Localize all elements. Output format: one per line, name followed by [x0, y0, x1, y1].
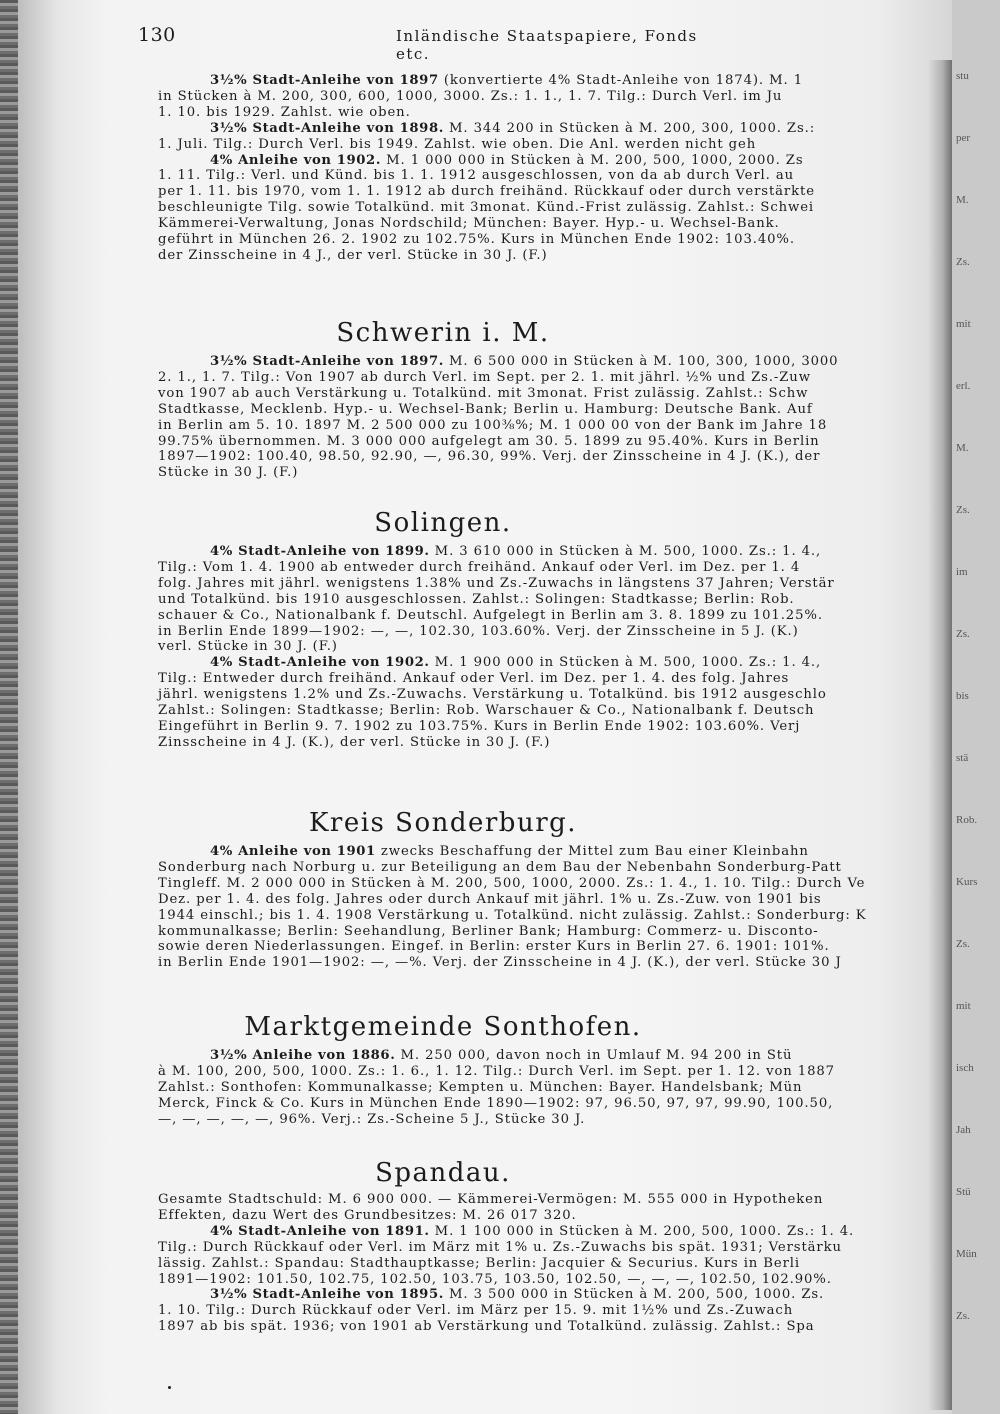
text-line: [158, 402, 813, 418]
text-line: [210, 121, 815, 137]
text-line: [210, 354, 838, 370]
line-text: à M. 100, 200, 500, 1000. Zs.: 1. 6., 1. 12. Tilg.: Durch Verl. im Sept. per 1. 12. von 1887: [158, 1063, 835, 1079]
line-text: 1. 10. Tilg.: Durch Rückkauf oder Verl. im März per 15. 9. mit 1½% und Zs.-Zuwach: [158, 1303, 794, 1319]
text-line: [158, 105, 411, 121]
line-text: M. 1 900 000 in Stücken à M. 500, 1000. Zs.: 1. 4.,: [429, 655, 822, 671]
adjacent-page-fragment: per: [956, 132, 971, 144]
bond-title: 4% Anleihe von 1902.: [210, 152, 382, 168]
line-text: (konvertierte 4% Stadt-Anleihe von 1874). M. 1: [438, 73, 803, 88]
bond-title: 3½% Anleihe von 1886.: [210, 1048, 396, 1063]
text-line: [158, 735, 550, 751]
text-line: [158, 592, 795, 608]
line-text: kommunalkasse; Berlin: Seehandlung, Berliner Bank; Hamburg: Commerz- u. Disconto-: [158, 923, 819, 939]
adjacent-page-fragment: Zs.: [956, 504, 970, 516]
text-line: [158, 216, 780, 232]
text-line: [158, 89, 782, 105]
text-line: [158, 671, 789, 687]
adjacent-page-fragment: M.: [956, 442, 969, 454]
section-heading-solingen: Solingen.: [374, 508, 512, 538]
adjacent-page-fragment: stu: [956, 70, 969, 82]
text-line: [158, 624, 799, 640]
running-title: Inländische Staatspapiere, Fonds etc.: [396, 27, 698, 63]
line-text: Eingeführt in Berlin 9. 7. 1902 zu 103.75%. Kurs in Berlin Ende 1902: 103.60%. Verj: [158, 718, 801, 734]
text-line: [158, 1272, 832, 1288]
adjacent-page-fragment: bis: [956, 690, 969, 702]
bond-title: 4% Stadt-Anleihe von 1899.: [210, 544, 430, 559]
text-line: [158, 939, 830, 955]
text-line: [158, 1240, 842, 1256]
adjacent-page-fragment: Kurs: [956, 876, 978, 888]
section-heading-sonderburg: Kreis Sonderburg.: [308, 808, 578, 838]
line-text: Dez. per 1. 4. des folg. Jahres oder durch Ankauf mit jährl. 1% u. Zs.-Zuw. von 1901 bis: [158, 891, 822, 907]
adjacent-page-fragment: stä: [956, 752, 969, 764]
line-text: M. 344 200 in Stücken à M. 200, 300, 1000. Zs.:: [443, 120, 816, 136]
line-text: 1897—1902: 100.40, 98.50, 92.90, —, 96.30, 99%. Verj. der Zinsscheine in 4 J. (K.), der: [158, 449, 821, 465]
section-heading-sonthofen: Marktgemeinde Sonthofen.: [244, 1012, 642, 1042]
text-line: [158, 386, 808, 402]
line-text: 99.75% übernommen. M. 3 000 000 aufgelegt am 30. 5. 1899 zu 95.40%. Kurs in Berlin: [158, 433, 820, 449]
bond-title: 4% Stadt-Anleihe von 1902.: [210, 655, 430, 671]
line-text: in Berlin am 5. 10. 1897 M. 2 500 000 zu 100⅜%; M. 1 000 00 von der Bank im Jahre 18: [158, 417, 828, 433]
line-text: Sonderburg nach Norburg u. zur Beteiligung an dem Bau der Nebenbahn Sonderburg-Patt: [158, 859, 842, 875]
adjacent-page-fragment: erl.: [956, 380, 971, 392]
bond-title: 3½% Stadt-Anleihe von 1898.: [210, 120, 444, 136]
adjacent-page-fragment: mit: [956, 318, 971, 330]
line-text: schauer & Co., Nationalbank f. Deutschl. Aufgelegt in Berlin am 3. 8. 1899 zu 101.25%.: [158, 607, 823, 623]
line-text: 1897 ab bis spät. 1936; von 1901 ab Verstärkung und Totalkünd. zulässig. Zahlst.: Spa: [158, 1319, 815, 1335]
line-text: Stücke in 30 J. (F.): [158, 465, 299, 481]
text-line: [158, 434, 820, 450]
line-text: jährl. wenigstens 1.2% und Zs.-Zuwachs. Verstärkung u. Totalkünd. bis 1912 ausgeschlo: [158, 687, 827, 703]
text-line: [158, 1064, 835, 1080]
line-text: in Berlin Ende 1899—1902: —, —, 102.30, 103.60%. Verj. der Zinsscheine in 5 J. (K.): [158, 623, 799, 639]
line-text: Gesamte Stadtschuld: M. 6 900 000. — Kämmerei-Vermögen: M. 555 000 in Hypotheken: [158, 1192, 824, 1207]
text-line: [158, 1208, 577, 1224]
line-text: Tingleff. M. 2 000 000 in Stücken à M. 200, 500, 1000, 2000. Zs.: 1. 4., 1. 10. Tilg.: Durch Ve: [158, 875, 866, 891]
text-line: [210, 844, 809, 860]
line-text: —, —, —, —, —, 96%. Verj.: Zs.-Scheine 5 J., Stücke 30 J.: [158, 1111, 586, 1127]
text-line: [210, 153, 804, 169]
bond-title: 3½% Stadt-Anleihe von 1897: [210, 73, 439, 88]
text-line: [158, 1319, 815, 1335]
adjacent-page-fragment: Rob.: [956, 814, 978, 826]
text-line: [158, 608, 823, 624]
line-text: M. 3 610 000 in Stücken à M. 500, 1000. Zs.: 1. 4.,: [429, 544, 822, 559]
text-line: [158, 418, 827, 434]
text-line: [158, 1256, 800, 1272]
text-line: [158, 370, 811, 386]
adjacent-page-fragment: Zs.: [956, 628, 970, 640]
line-text: in Berlin Ende 1901—1902: —, —%. Verj. der Zinsscheine in 4 J. (K.), der verl. Stücke 30 J: [158, 955, 842, 971]
adjacent-page-fragment: Zs.: [956, 256, 970, 268]
line-text: zwecks Beschaffung der Mittel zum Bau einer Kleinbahn: [375, 844, 809, 859]
line-text: folg. Jahres mit jährl. wenigstens 1.38% und Zs.-Zuwachs in längstens 37 Jahren; Verstär: [158, 575, 835, 591]
line-text: 2. 1., 1. 7. Tilg.: Von 1907 ab durch Verl. im Sept. per 2. 1. mit jährl. ½% und Zs.-Zuw: [158, 369, 811, 385]
text-line: [158, 1192, 823, 1208]
text-line: [158, 687, 827, 703]
line-text: Tilg.: Vom 1. 4. 1900 ab entweder durch freihänd. Ankauf oder Verl. im Dez. per 1. 4: [158, 559, 801, 575]
text-line: [210, 1048, 792, 1064]
text-line: [158, 232, 795, 248]
line-text: Tilg.: Durch Rückkauf oder Verl. im März mit 1% u. Zs.-Zuwachs bis spät. 1931; Verstärku: [158, 1239, 842, 1255]
text-line: [210, 73, 803, 89]
line-text: M. 6 500 000 in Stücken à M. 100, 300, 1000, 3000: [443, 354, 839, 369]
text-line: [210, 1224, 854, 1240]
line-text: in Stücken à M. 200, 300, 600, 1000, 3000. Zs.: 1. 1., 1. 7. Tilg.: Durch Verl. im Ju: [158, 88, 783, 104]
text-line: [158, 1096, 833, 1112]
adjacent-page-fragment: Zs.: [956, 938, 970, 950]
page-content: [138, 0, 938, 1414]
line-text: beschleunigte Tilg. sowie Totalkünd. mit 3monat. Künd.-Frist zulässig. Zahlst.: Schwei: [158, 200, 815, 216]
line-text: M. 1 100 000 in Stücken à M. 200, 500, 1000. Zs.: 1. 4.: [429, 1223, 855, 1239]
bond-title: 4% Anleihe von 1901: [210, 844, 376, 859]
text-line: [158, 1303, 793, 1319]
text-line: [158, 639, 338, 655]
adjacent-page-fragment: M.: [956, 194, 969, 206]
text-line: [158, 248, 548, 264]
adjacent-page-fragment: Zs.: [956, 1310, 970, 1322]
text-line: [158, 449, 820, 465]
adjacent-page-fragment: mit: [956, 1000, 971, 1012]
text-line: [158, 876, 865, 892]
text-line: [158, 860, 842, 876]
text-line: [210, 544, 821, 560]
line-text: Tilg.: Entweder durch freihänd. Ankauf oder Verl. im Dez. per 1. 4. des folg. Jahres: [158, 671, 790, 687]
line-text: Kämmerei-Verwaltung, Jonas Nordschild; München: Bayer. Hyp.- u. Wechsel-Bank.: [158, 216, 780, 232]
text-line: [158, 955, 842, 971]
text-line: [158, 184, 815, 200]
text-line: [210, 655, 821, 671]
line-text: 1. Juli. Tilg.: Durch Verl. bis 1949. Zahlst. wie oben. Die Anl. werden nicht geh: [158, 136, 757, 152]
line-text: 1891—1902: 101.50, 102.75, 102.50, 103.75, 103.50, 102.50, —, —, —, 102.50, 102.90%.: [158, 1271, 832, 1287]
text-line: [158, 137, 756, 153]
line-text: geführt in München 26. 2. 1902 zu 102.75%. Kurs in München Ende 1902: 103.40%.: [158, 232, 795, 247]
bond-title: 4% Stadt-Anleihe von 1891.: [210, 1223, 430, 1239]
adjacent-page-fragment: Stü: [956, 1186, 971, 1198]
text-line: [158, 703, 814, 719]
line-text: der Zinsscheine in 4 J., der verl. Stücke in 30 J. (F.): [158, 247, 548, 263]
adjacent-page-fragment: Jah: [956, 1124, 971, 1136]
line-text: M. 1 000 000 in Stücken à M. 200, 500, 1000, 2000. Zs: [381, 152, 804, 168]
line-text: per 1. 11. bis 1970, vom 1. 1. 1912 ab durch freihänd. Rückkauf oder durch verstärkte: [158, 184, 815, 200]
line-text: M. 3 500 000 in Stücken à M. 200, 500, 1000. Zs.: [443, 1287, 825, 1303]
text-line: [158, 200, 814, 216]
line-text: und Totalkünd. bis 1910 ausgeschlossen. Zahlst.: Solingen: Stadtkasse; Berlin: Rob.: [158, 591, 795, 607]
text-line: [158, 465, 298, 481]
next-page-strip: [952, 0, 1000, 1414]
line-text: sowie deren Niederlassungen. Eingef. in Berlin: erster Kurs in Berlin 27. 6. 1901: 101%.: [158, 939, 830, 955]
text-line: [158, 908, 867, 924]
section-heading-schwerin: Schwerin i. M.: [336, 318, 550, 348]
text-line: [158, 576, 835, 592]
line-text: von 1907 ab auch Verstärkung u. Totalkünd. mit 3monat. Frist zulässig. Zahlst.: Schw: [158, 385, 809, 401]
bond-title: 3½% Stadt-Anleihe von 1895.: [210, 1287, 444, 1303]
text-line: [158, 168, 794, 184]
line-text: Zinsscheine in 4 J. (K.), der verl. Stücke in 30 J. (F.): [158, 734, 551, 750]
line-text: 1. 11. Tilg.: Verl. und Künd. bis 1. 1. 1912 ausgeschlossen, von da ab durch Verl. au: [158, 168, 795, 184]
scan-left-edge: [0, 0, 18, 1414]
line-text: verl. Stücke in 30 J. (F.): [158, 639, 338, 655]
text-line: [158, 924, 819, 940]
line-text: Zahlst.: Solingen: Stadtkasse; Berlin: Rob. Warschauer & Co., Nationalbank f. Deutsch: [158, 703, 815, 718]
line-text: M. 250 000, davon noch in Umlauf M. 94 200 in Stü: [395, 1048, 793, 1063]
line-text: 1. 10. bis 1929. Zahlst. wie oben.: [158, 104, 411, 120]
text-line: [158, 719, 800, 735]
line-text: lässig. Zahlst.: Spandau: Stadthauptkasse; Berlin: Jacquier & Securius. Kurs in Berli: [158, 1255, 801, 1271]
line-text: 1944 einschl.; bis 1. 4. 1908 Verstärkung u. Totalkünd. nicht zulässig. Zahlst.: Sonderburg: K: [158, 907, 867, 923]
line-text: Effekten, dazu Wert des Grundbesitzes: M. 26 017 320.: [158, 1207, 577, 1223]
text-line: [158, 892, 822, 908]
text-line: [158, 560, 800, 576]
text-line: [210, 1287, 824, 1303]
adjacent-page-fragment: im: [956, 566, 968, 578]
adjacent-page-fragment: Mün: [956, 1248, 977, 1260]
text-line: [158, 1112, 585, 1128]
line-text: Stadtkasse, Mecklenb. Hyp.- u. Wechsel-Bank; Berlin u. Hamburg: Deutsche Bank. Auf: [158, 401, 813, 417]
text-line: [158, 1080, 802, 1096]
ink-speck: [168, 1386, 171, 1389]
adjacent-page-fragment: isch: [956, 1062, 974, 1074]
bond-title: 3½% Stadt-Anleihe von 1897.: [210, 354, 444, 369]
line-text: Merck, Finck & Co. Kurs in München Ende 1890—1902: 97, 96.50, 97, 97, 99.90, 100.50,: [158, 1095, 834, 1111]
section-heading-spandau: Spandau.: [375, 1158, 511, 1188]
line-text: Zahlst.: Sonthofen: Kommunalkasse; Kempten u. München: Bayer. Handelsbank; Mün: [158, 1079, 803, 1095]
page-number: 130: [138, 24, 176, 46]
